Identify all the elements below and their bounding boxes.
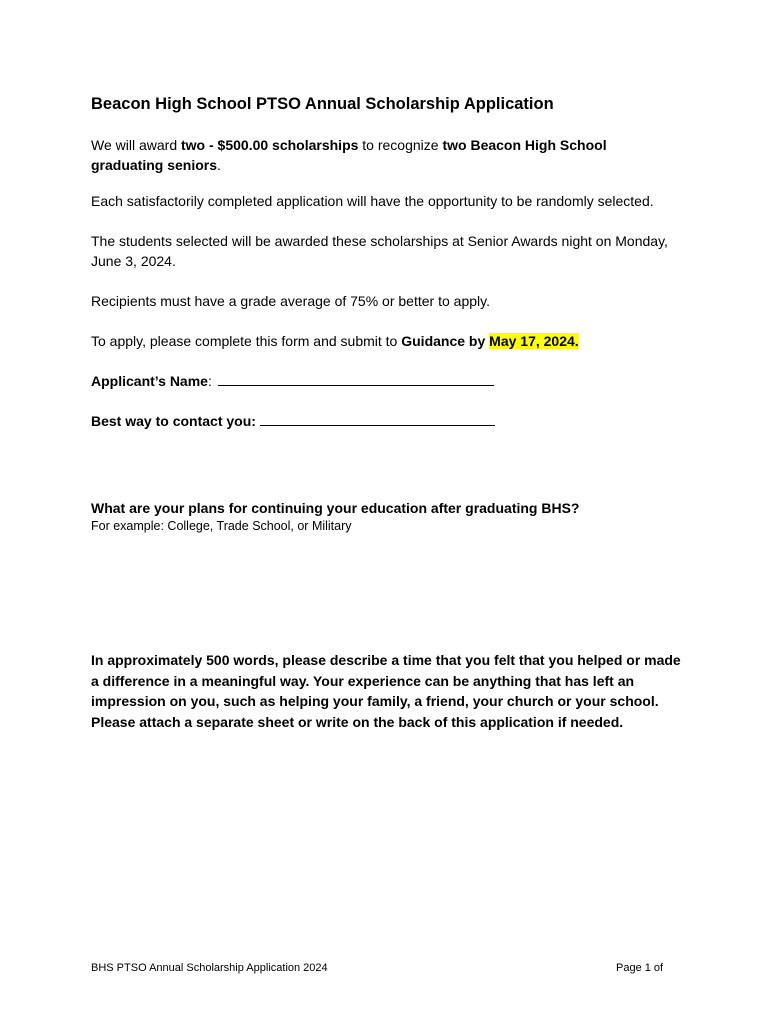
- deadline-highlight: May 17, 2024.: [489, 333, 579, 349]
- intro-text-3: .: [217, 157, 221, 173]
- intro-paragraph: [91, 135, 681, 175]
- awards-night-paragraph: The students selected will be awarded these scholarships at Senior Awards night on Monday, June 3, 2024.: [91, 233, 668, 269]
- plans-section: [91, 498, 691, 535]
- intro-text-2: to recognize: [358, 137, 443, 153]
- intro-bold-1: two - $500.00 scholarships: [181, 137, 359, 153]
- apply-text: To apply, please complete this form and submit to: [91, 333, 402, 349]
- applicant-name-field[interactable]: [218, 371, 494, 386]
- apply-instructions: [91, 331, 681, 351]
- footer-title: BHS PTSO Annual Scholarship Application 2024: [91, 962, 328, 974]
- contact-field[interactable]: [260, 411, 495, 426]
- random-selection-paragraph: Each satisfactorily completed application will have the opportunity to be randomly selected.: [91, 193, 654, 209]
- applicant-name-colon: :: [207, 373, 212, 389]
- intro-bold-2: two Beacon High School graduating seniors: [91, 137, 607, 173]
- page-title: Beacon High School PTSO Annual Scholarship Application: [91, 95, 554, 113]
- plans-example: For example: College, Trade School, or Military: [91, 519, 352, 533]
- applicant-name-row: [91, 371, 681, 391]
- plans-question: What are your plans for continuing your education after graduating BHS?: [91, 500, 580, 516]
- apply-guidance: Guidance by: [401, 333, 486, 349]
- essay-prompt: In approximately 500 words, please describe a time that you felt that you helped or made a difference in a meaningful way. Your experience can be anything that has left an impression on you, such as helping your family, a friend, your church or your school. Please attach a separate sheet or write on the back of this application if needed.: [91, 652, 681, 730]
- contact-row: [91, 411, 681, 431]
- intro-text-1: We will award: [91, 137, 181, 153]
- contact-label: Best way to contact you:: [91, 413, 256, 429]
- footer-page-number: Page 1 of: [616, 962, 664, 974]
- grade-requirement-paragraph: Recipients must have a grade average of 75% or better to apply.: [91, 293, 490, 309]
- applicant-name-label: Applicant’s Name: [91, 373, 208, 389]
- document-body: [91, 94, 681, 451]
